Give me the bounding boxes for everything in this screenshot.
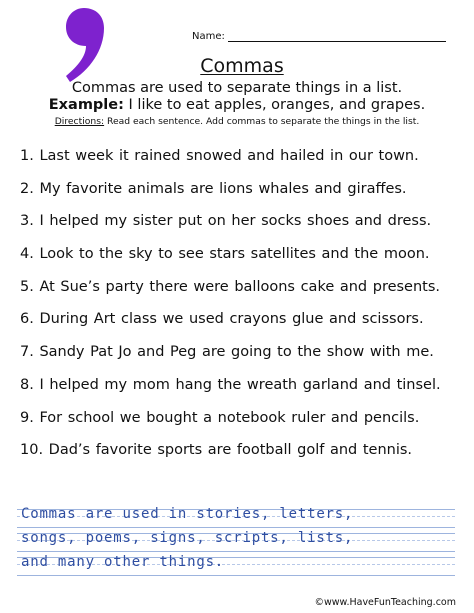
guide-line (17, 551, 455, 552)
sentence-item: 10. Dad’s favorite sports are football golf and tennis. (20, 442, 413, 459)
handwriting-practice (17, 506, 455, 581)
sentence-item: 7. Sandy Pat Jo and Peg are going to the show with me. (20, 344, 434, 361)
sentence-item: 2. My favorite animals are lions whales and giraffes. (20, 180, 407, 197)
directions-text: Read each sentence. Add commas to separate the things in the list. (107, 116, 420, 127)
sentence-item: 1. Last week it rained snowed and hailed in our town. (20, 148, 419, 164)
example-label: Example: (48, 97, 124, 113)
intro-text: Commas are used to separate things in a list. (71, 80, 403, 96)
handwriting-line: and many other things. (21, 554, 225, 570)
sentence-item: 8. I helped my mom hang the wreath garland and tinsel. (20, 376, 441, 393)
guide-line (17, 527, 455, 528)
sentence-item: 9. For school we bought a notebook ruler and pencils. (20, 409, 420, 426)
sentence-item: 4. Look to the sky to see stars satellites and the moon. (20, 246, 430, 263)
example-line (0, 97, 474, 114)
handwriting-line: Commas are used in stories, letters, (21, 506, 354, 522)
handwriting-line: songs, poems, signs, scripts, lists, (21, 530, 354, 546)
sentence-item: 6. During Art class we used crayons glue and scissors. (20, 311, 424, 328)
sentence-item: 5. At Sue’s party there were balloons cake and presents. (20, 278, 441, 295)
directions (0, 116, 474, 127)
name-label: Name: (192, 31, 225, 42)
footer-credit: ©www.HaveFunTeaching.com (314, 597, 456, 608)
name-input-line[interactable] (228, 31, 446, 42)
page-title: Commas (200, 55, 284, 77)
example-text: I like to eat apples, oranges, and grapes. (128, 97, 426, 113)
sentence-list (20, 146, 441, 473)
directions-label: Directions: (54, 116, 105, 127)
sentence-item: 3. I helped my sister put on her socks shoes and dress. (20, 213, 432, 230)
guide-line (17, 575, 455, 576)
name-field (192, 31, 446, 42)
